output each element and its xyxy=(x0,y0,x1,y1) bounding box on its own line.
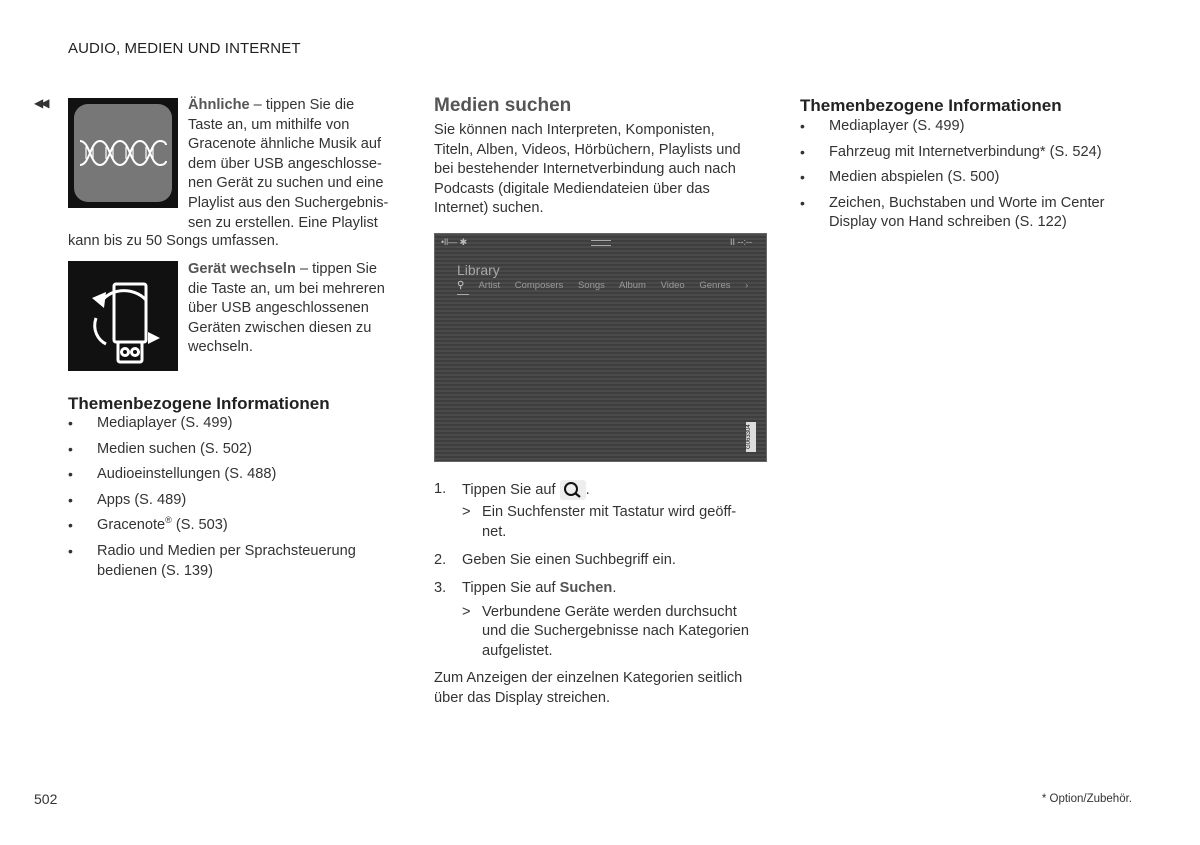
steps xyxy=(434,480,774,662)
step-3: 3. Tippen Sie auf Suchen. xyxy=(434,580,617,597)
center-display-screenshot xyxy=(434,233,767,462)
usb-switch-icon xyxy=(78,268,168,364)
aehnliche-description: Ähnliche – tippen Sie die Taste an, um mithilfe von Gracenote ähnliche Musik auf dem über USB angeschlosse- nen Gerät zu suchen und eine Playlist aus den Suchergebnis- sen zu erstellen. Eine Playlist xyxy=(188,97,389,231)
list-item[interactable]: • Apps (S. 489) xyxy=(68,491,398,511)
list-item[interactable]: • Radio und Medien per Sprachsteuerung bedienen (S. 139) xyxy=(68,542,398,581)
page-number: 502 xyxy=(34,791,58,807)
right-related-list xyxy=(800,117,1140,233)
geraet-description: Gerät wechseln – tippen Sie die Taste an, um bei mehreren über USB angeschlossenen Geräten zwischen diesen zu wechseln. xyxy=(188,261,385,356)
search-icon xyxy=(560,480,586,500)
step-1: 1. Tippen Sie auf . xyxy=(434,480,774,500)
figure-code: G063304 xyxy=(746,422,756,452)
aehnliche-continuation: kann bis zu 50 Songs umfassen. xyxy=(68,233,279,249)
section-title: AUDIO, MEDIEN UND INTERNET xyxy=(68,40,301,57)
medien-suchen-intro: Sie können nach Interpreten, Komponisten, Titeln, Alben, Videos, Hörbüchern, Playlists und bei bestehender Internetverbindung auch nach Podcasts (digitale Mediendateien über das Internet) suchen. xyxy=(434,122,741,217)
list-item[interactable]: • Medien abspielen (S. 500) xyxy=(800,168,1140,188)
list-item[interactable]: • Fahrzeug mit Internetverbindung* (S. 524) xyxy=(800,143,1140,163)
category-tabs xyxy=(457,280,760,291)
search-icon[interactable]: ⚲ xyxy=(457,280,465,291)
continued-from-previous-icon: ◀◀ xyxy=(34,96,47,110)
drag-handle-icon xyxy=(591,240,611,246)
geraet-label: Gerät wechseln xyxy=(188,261,296,277)
library-heading: Library xyxy=(457,262,500,278)
tab-songs[interactable]: Songs xyxy=(577,280,605,291)
switch-device-button-image xyxy=(68,261,178,371)
list-item[interactable]: • Gracenote® (S. 503) xyxy=(68,516,398,536)
step-2: 2. Geben Sie einen Suchbegriff ein. xyxy=(434,551,676,568)
similar-button-image xyxy=(68,98,178,208)
tab-album[interactable]: Album xyxy=(619,280,646,291)
tab-composers[interactable]: Composers xyxy=(514,280,564,291)
swipe-hint: Zum Anzeigen der einzelnen Kategorien seitlich über das Display streichen. xyxy=(434,670,743,706)
tab-artist[interactable]: Artist xyxy=(478,280,501,291)
right-related-title: Themenbezogene Informationen xyxy=(800,96,1062,115)
medien-suchen-title: Medien suchen xyxy=(434,95,572,116)
list-item[interactable]: • Medien suchen (S. 502) xyxy=(68,440,398,460)
chevron-right-icon[interactable]: › xyxy=(745,280,749,291)
active-tab-indicator xyxy=(457,294,469,295)
tab-genres[interactable]: Genres xyxy=(699,280,731,291)
tab-video[interactable]: Video xyxy=(660,280,685,291)
left-related-title: Themenbezogene Informationen xyxy=(68,394,330,413)
left-related-list xyxy=(68,414,398,581)
step-3-result: > Verbundene Geräte werden durchsucht und die Suchergebnisse nach Kategorien aufgelistet. xyxy=(462,603,749,660)
list-item[interactable]: • Mediaplayer (S. 499) xyxy=(800,117,1140,137)
status-bar-right: II --:-- xyxy=(730,237,752,247)
status-bar-left: •ll— ✱ xyxy=(441,237,468,247)
dna-icon xyxy=(74,104,172,202)
list-item[interactable]: • Audioeinstellungen (S. 488) xyxy=(68,465,398,485)
step-1-result: > Ein Suchfenster mit Tastatur wird geöff- net. xyxy=(462,504,737,541)
list-item[interactable]: • Mediaplayer (S. 499) xyxy=(68,414,398,434)
aehnliche-label: Ähnliche xyxy=(188,97,250,113)
footnote: * Option/Zubehör. xyxy=(1041,793,1132,805)
list-item[interactable]: • Zeichen, Buchstaben und Worte im Center Display von Hand schreiben (S. 122) xyxy=(800,194,1140,233)
